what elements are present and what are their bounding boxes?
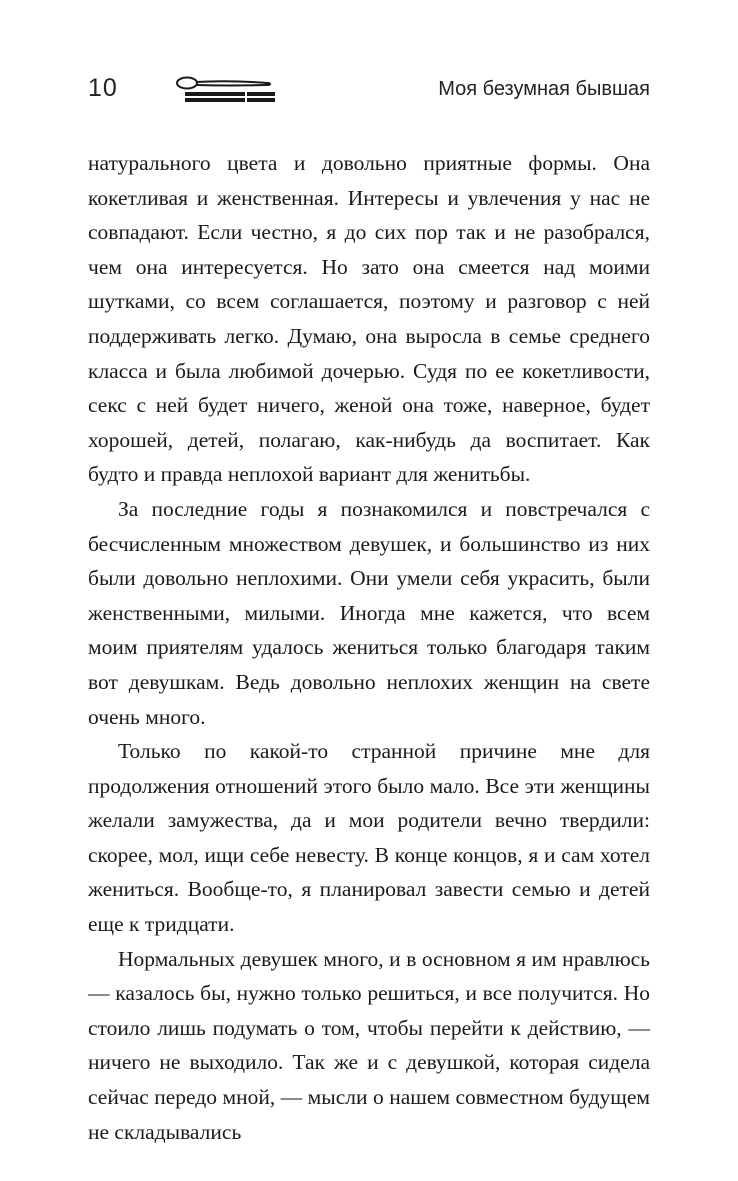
- paragraph: Только по какой-то странной причине мне для продолжения отношений этого было мало. Все эти женщины желали замужества, да и мои родители вечно твердили: скорее, мол, ищи себе невесту. В конце концов, я и сам хотел жениться. Вообще-то, я планировал завести семью и детей еще к тридцати.: [88, 739, 650, 937]
- paragraph: За последние годы я познакомился и повстречался с бесчисленным множеством девушек, и большинство из них были довольно неплохими. Они умели себя украсить, были женственными, милыми. Иногда мне кажется, что всем моим приятелям удалось жениться только благодаря таким вот девушкам. Ведь довольно неплохих женщин на свете очень много.: [88, 496, 650, 729]
- paragraph: натурального цвета и довольно приятные формы. Она кокетливая и женственная. Интересы и увлечения у нас не совпадают. Если честно, я до сих пор так и не разобрался, чем она интересуется. Но зато она смеется над моими шутками, со всем соглашается, поэтому и разговор с ней поддерживать легко. Думаю, она выросла в семье среднего класса и была любимой дочерью. Судя по ее кокетливости, секс с ней будет ничего, женой она тоже, наверное, будет хорошей, детей, полагаю, как-нибудь да воспитает. Как будто и правда неплохой вариант для женитьбы.: [88, 151, 650, 487]
- running-title: Моя безумная бывшая: [438, 78, 650, 100]
- paragraph: Нормальных девушек много, и в основном я им нравлюсь — казалось бы, нужно только решиться, и все получится. Но стоило лишь подумать о том, чтобы перейти к действию, — ничего не выходило. Так же и с девушкой, которая сидела сейчас передо мной, — мысли о нашем совместном будущем не складывались: [88, 946, 650, 1144]
- spoon-and-chopsticks-icon: [175, 72, 275, 106]
- page-number: 10: [88, 74, 118, 102]
- page-header: [88, 68, 650, 112]
- body-text: [88, 146, 650, 1149]
